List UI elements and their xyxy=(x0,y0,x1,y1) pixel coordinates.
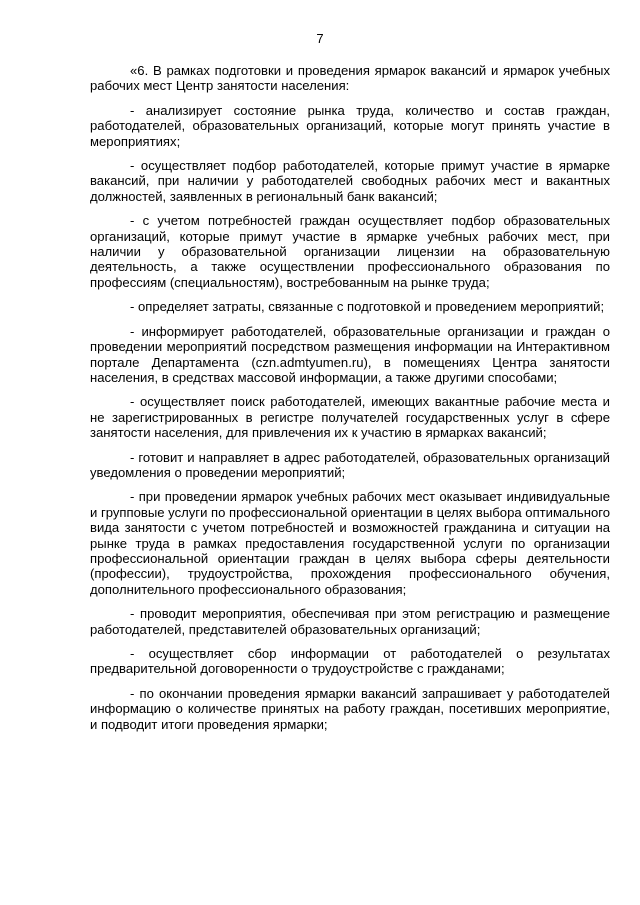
list-item: - определяет затраты, связанные с подготовкой и проведением мероприятий; xyxy=(130,299,605,315)
page-number: 7 xyxy=(316,31,324,46)
list-item: - проводит мероприятия, обеспечивая при этом регистрацию и размещение работодателей, представителей образовательных организаций; xyxy=(90,606,610,637)
list-item: - при проведении ярмарок учебных рабочих мест оказывает индивидуальные и групповые услуги по профессиональной ориентации в целях выбора оптимального вида занятости с учетом потребностей и возможностей гражданина и ситуации на рынке труда в рамках предоставления государственной услуги по организации профессиональной ориентации граждан в целях выбора сферы деятельности (профессии), трудоустройства, прохождения профессионального обучения, дополнительного профессионального образования; xyxy=(90,489,610,597)
list-item: - по окончании проведения ярмарки вакансий запрашивает у работодателей информацию о количестве принятых на работу граждан, посетивших мероприятие, и подводит итоги проведения ярмарки; xyxy=(90,685,610,732)
document-body xyxy=(90,63,610,741)
paragraph-intro: «6. В рамках подготовки и проведения ярмарок вакансий и ярмарок учебных рабочих мест Центр занятости населения: xyxy=(90,63,610,94)
list-item: - готовит и направляет в адрес работодателей, образовательных организаций уведомления о проведении мероприятий; xyxy=(90,449,610,480)
list-item: - анализирует состояние рынка труда, количество и состав граждан, работодателей, образовательных организаций, которые могут принять участие в мероприятиях; xyxy=(90,102,610,149)
list-item: - осуществляет подбор работодателей, которые примут участие в ярмарке вакансий, при наличии у работодателей свободных рабочих мест и вакантных должностей, заявленных в региональный банк вакансий; xyxy=(90,158,610,204)
list-item: - информирует работодателей, образовательные организации и граждан о проведении мероприятий посредством размещения информации на Интерактивном портале Департамента (czn.admtyumen.ru), в помещениях Центра занятости населения, в средствах массовой информации, а также другими способами; xyxy=(90,323,610,385)
list-item: - осуществляет поиск работодателей, имеющих вакантные рабочие места и не зарегистрированных в регистре получателей государственных услуг в сфере занятости населения, для привлечения их к участию в ярмарках вакансий; xyxy=(90,394,610,441)
list-item: - с учетом потребностей граждан осуществляет подбор образовательных организаций, которые примут участие в ярмарке учебных рабочих мест, при наличии у образовательной организации лицензии на образовательную деятельность, а также осуществлении профессионального образования по профессиям (специальностям), востребованным на рынке труда; xyxy=(90,213,610,290)
list-item: - осуществляет сбор информации от работодателей о результатах предварительной договоренности о трудоустройстве с гражданами; xyxy=(90,646,610,677)
